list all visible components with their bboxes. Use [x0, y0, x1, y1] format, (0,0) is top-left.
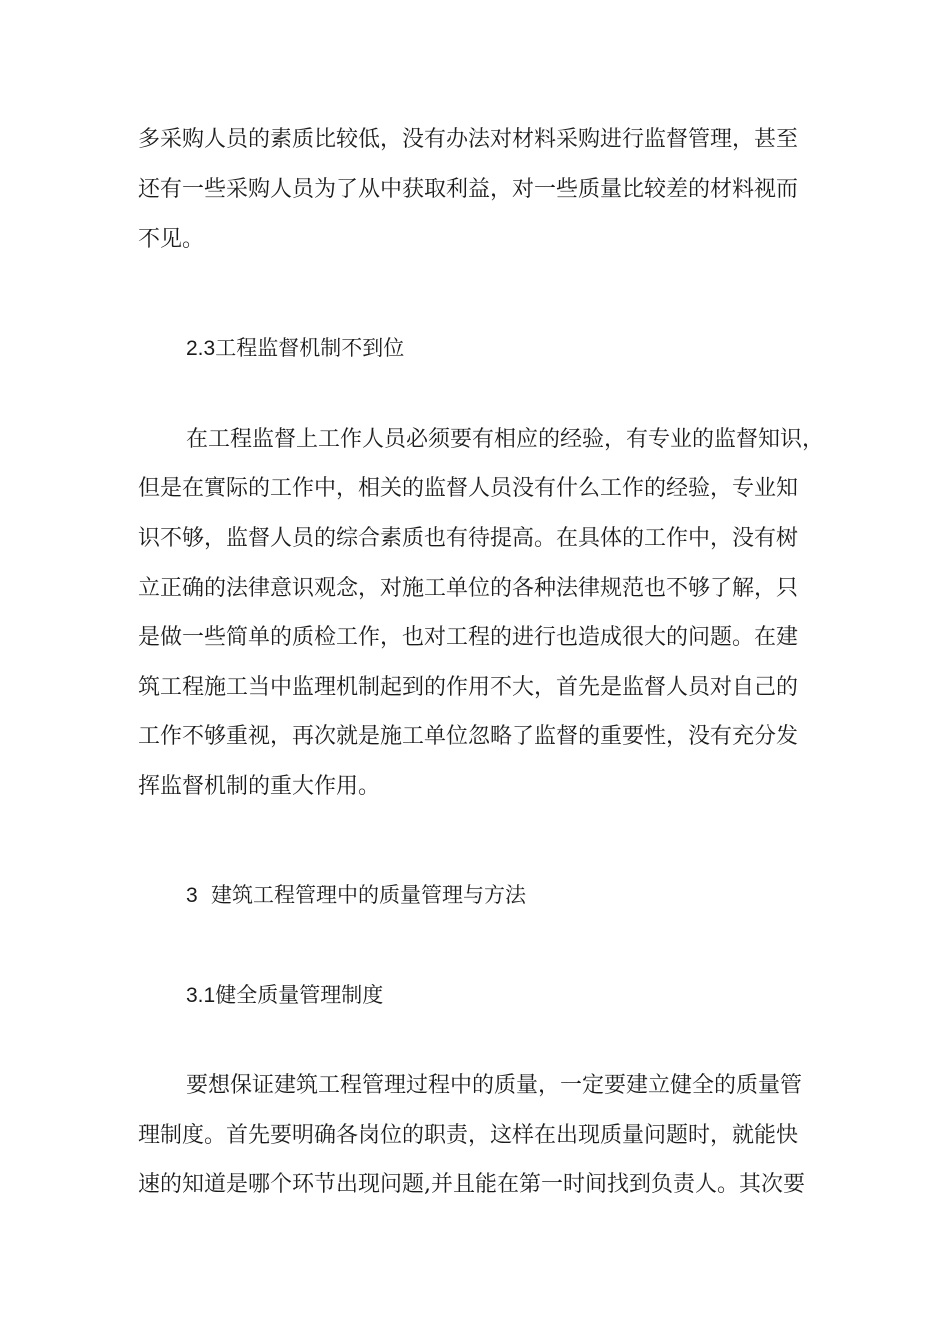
paragraph-3-line-2: 理制度。首先要明确各岗位的职责，这样在出现质量问题时，就能快	[138, 1123, 799, 1148]
section-heading-3	[186, 880, 526, 910]
heading-number: 2.3	[186, 337, 216, 360]
section-heading-3-1	[186, 980, 383, 1010]
heading-text: 建筑工程管理中的质量管理与方法	[211, 883, 527, 907]
paragraph-3-line-3: 速的知道是哪个环节出现问题,并且能在第一时间找到负责人。其次要	[138, 1172, 805, 1197]
paragraph-2-line-2: 但是在實际的工作中，相关的监督人员没有什么工作的经验，专业知	[138, 476, 799, 501]
heading-text: 工程监督机制不到位	[215, 336, 405, 360]
paragraph-2-line-4: 立正确的法律意识观念，对施工单位的各种法律规范也不够了解，只	[138, 576, 799, 601]
paragraph-2-line-6: 筑工程施工当中监理机制起到的作用不大，首先是监督人员对自己的	[138, 675, 799, 700]
paragraph-2-line-3: 识不够，监督人员的综合素质也有待提高。在具体的工作中，没有树	[138, 526, 799, 551]
paragraph-2-line-1: 在工程监督上工作人员必须要有相应的经验，有专业的监督知识，	[186, 427, 825, 452]
paragraph-1-line-1: 多采购人员的素质比较低，没有办法对材料采购进行监督管理，甚至	[138, 127, 799, 152]
paragraph-2-line-7: 工作不够重视，再次就是施工单位忽略了监督的重要性，没有充分发	[138, 724, 799, 749]
heading-text: 健全质量管理制度	[215, 983, 384, 1007]
paragraph-3-line-1: 要想保证建筑工程管理过程中的质量，一定要建立健全的质量管	[186, 1073, 803, 1098]
paragraph-2-line-5: 是做一些简单的质检工作，也对工程的进行也造成很大的问题。在建	[138, 625, 799, 650]
section-heading-2-3	[186, 333, 404, 363]
heading-number: 3	[186, 884, 198, 907]
paragraph-2-line-8: 挥监督机制的重大作用。	[138, 774, 381, 799]
paragraph-1-line-2: 还有一些采购人员为了从中获取利益，对一些质量比较差的材料视而	[138, 177, 799, 202]
paragraph-1-line-3: 不见。	[138, 227, 205, 252]
heading-number: 3.1	[186, 984, 216, 1007]
